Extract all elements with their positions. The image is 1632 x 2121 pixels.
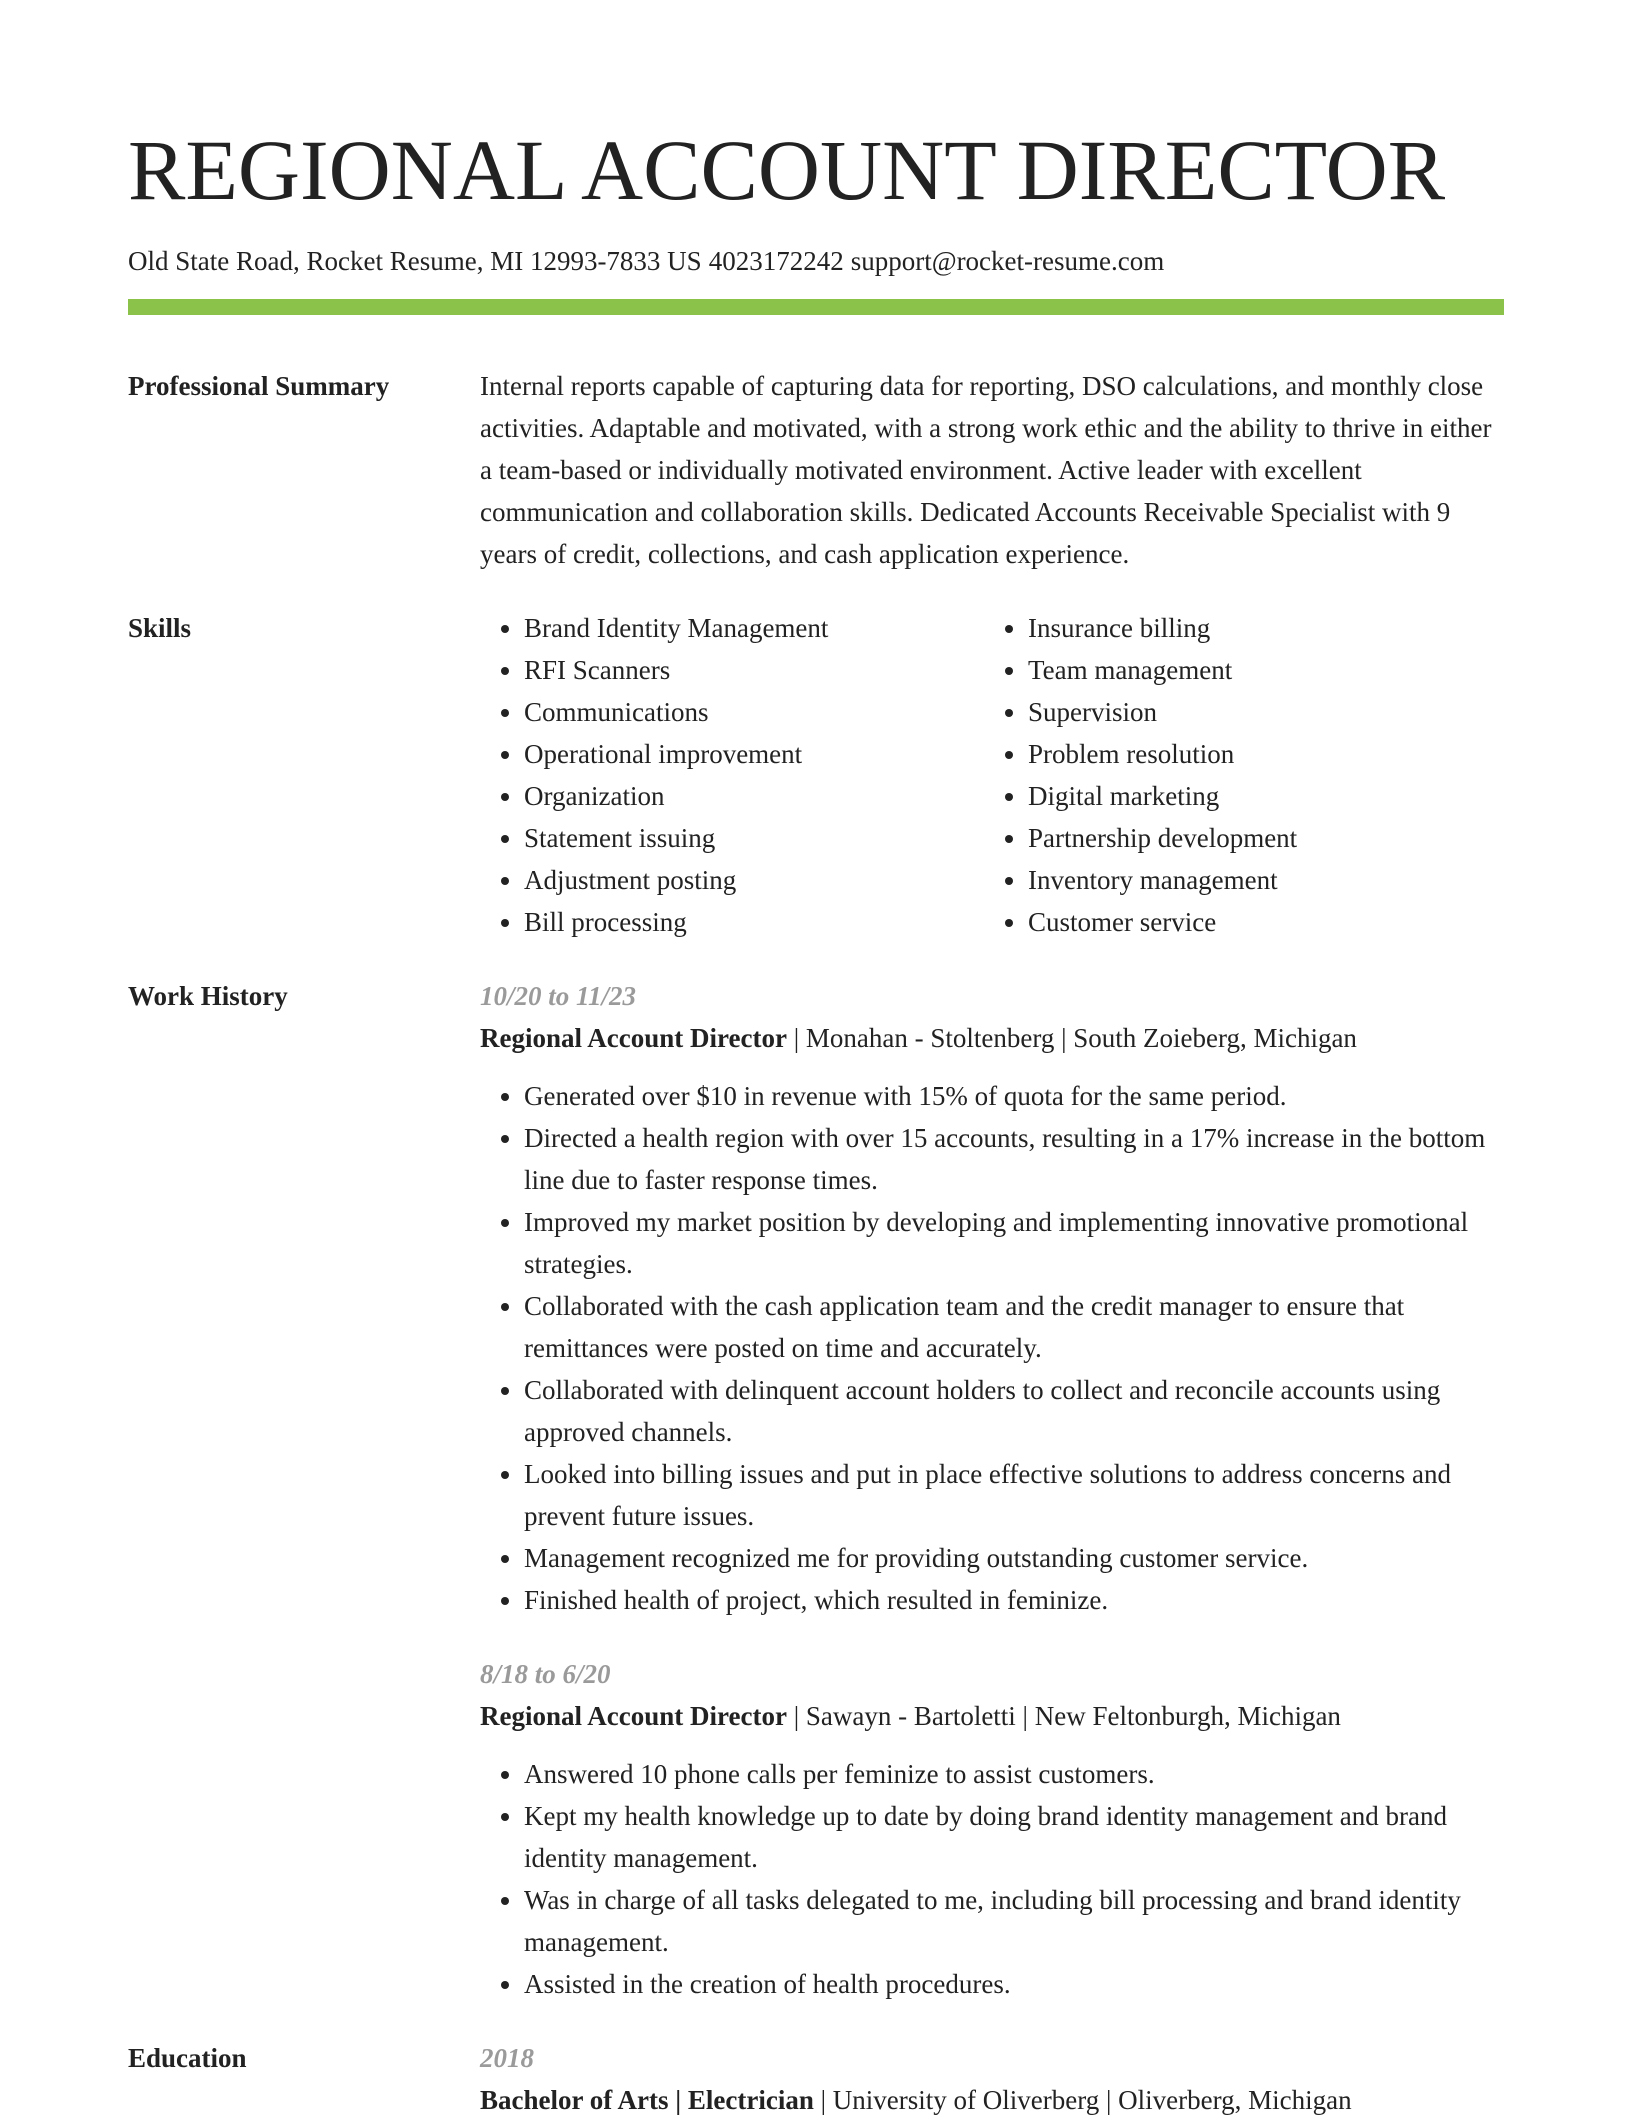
job-dates: 10/20 to 11/23: [480, 981, 637, 1011]
skill-item: • Statement issuing: [524, 817, 984, 859]
job-bullets: [480, 1753, 1504, 2005]
summary-section: [128, 365, 1504, 575]
job-bullets: [480, 1075, 1504, 1621]
contact-phone: 4023172242: [708, 246, 844, 276]
job-entry: [480, 1653, 1504, 2005]
education-school-location: | University of Oliverberg | Oliverberg, Michigan: [813, 2085, 1352, 2115]
contact-email[interactable]: support@rocket-resume.com: [850, 246, 1165, 276]
job-bullet: • Looked into billing issues and put in place effective solutions to address concerns and prevent future issues.: [524, 1453, 1504, 1537]
job-dates: 8/18 to 6/20: [480, 1659, 611, 1689]
education-heading: Education: [128, 2043, 247, 2073]
work-history-heading: Work History: [128, 981, 288, 1011]
skill-item: • Inventory management: [1028, 859, 1488, 901]
skill-item: • Adjustment posting: [524, 859, 984, 901]
skills-columns: [480, 607, 1504, 943]
accent-divider: [128, 299, 1504, 315]
education-line: [480, 2079, 1504, 2121]
skill-item: • Customer service: [1028, 901, 1488, 943]
skills-list-left: [480, 607, 984, 943]
skill-item: • Digital marketing: [1028, 775, 1488, 817]
job-bullet: • Directed a health region with over 15 accounts, resulting in a 17% increase in the bottom line due to faster response times.: [524, 1117, 1504, 1201]
job-entry: [480, 975, 1504, 1621]
skills-heading: Skills: [128, 613, 192, 643]
skill-item: • Insurance billing: [1028, 607, 1488, 649]
job-bullet: • Answered 10 phone calls per feminize to assist customers.: [524, 1753, 1504, 1795]
job-bullet: • Collaborated with delinquent account holders to collect and reconcile accounts using approved channels.: [524, 1369, 1504, 1453]
job-title: Regional Account Director: [480, 1023, 787, 1053]
job-bullet: • Management recognized me for providing outstanding customer service.: [524, 1537, 1504, 1579]
skill-item: • Team management: [1028, 649, 1488, 691]
job-title: Regional Account Director: [480, 1701, 787, 1731]
job-bullet: • Finished health of project, which resulted in feminize.: [524, 1579, 1504, 1621]
skills-list-right: [984, 607, 1488, 943]
skill-item: • Communications: [524, 691, 984, 733]
education-year: 2018: [480, 2043, 534, 2073]
work-history-entries: [480, 975, 1504, 2005]
work-history-section: [128, 975, 1504, 2005]
summary-text: Internal reports capable of capturing data for reporting, DSO calculations, and monthly close activities. Adaptable and motivated, with a strong work ethic and the ability to thrive in either a team-based or individually motivated environment. Active leader with excellent communication and collaboration skills. Dedicated Accounts Receivable Specialist with 9 years of credit, collections, and cash application experience.: [480, 371, 1492, 569]
skills-section: [128, 607, 1504, 943]
skill-item: • RFI Scanners: [524, 649, 984, 691]
skill-item: • Supervision: [1028, 691, 1488, 733]
resume-title: REGIONAL ACCOUNT DIRECTOR: [128, 122, 1446, 218]
job-bullet: • Assisted in the creation of health procedures.: [524, 1963, 1504, 2005]
job-bullet: • Collaborated with the cash application team and the credit manager to ensure that remittances were posted on time and accurately.: [524, 1285, 1504, 1369]
skill-item: • Brand Identity Management: [524, 607, 984, 649]
summary-heading: Professional Summary: [128, 371, 390, 401]
job-company-location: | Sawayn - Bartoletti | New Feltonburgh, Michigan: [786, 1701, 1341, 1731]
job-title-line: [480, 1017, 1504, 1059]
skill-item: • Operational improvement: [524, 733, 984, 775]
job-title-line: [480, 1695, 1504, 1737]
skill-item: • Organization: [524, 775, 984, 817]
contact-address: Old State Road, Rocket Resume, MI 12993-7833 US: [128, 246, 702, 276]
job-bullet: • Was in charge of all tasks delegated to me, including bill processing and brand identity management.: [524, 1879, 1504, 1963]
job-company-location: | Monahan - Stoltenberg | South Zoieberg, Michigan: [786, 1023, 1357, 1053]
contact-line: [128, 244, 1504, 278]
job-bullet: • Improved my market position by developing and implementing innovative promotional strategies.: [524, 1201, 1504, 1285]
skill-item: • Bill processing: [524, 901, 984, 943]
education-section: [128, 2037, 1504, 2121]
skill-item: • Problem resolution: [1028, 733, 1488, 775]
education-entry: [480, 2037, 1504, 2121]
education-degree: Bachelor of Arts | Electrician: [480, 2085, 814, 2115]
job-bullet: • Kept my health knowledge up to date by doing brand identity management and brand identity management.: [524, 1795, 1504, 1879]
skill-item: • Partnership development: [1028, 817, 1488, 859]
job-bullet: • Generated over $10 in revenue with 15% of quota for the same period.: [524, 1075, 1504, 1117]
